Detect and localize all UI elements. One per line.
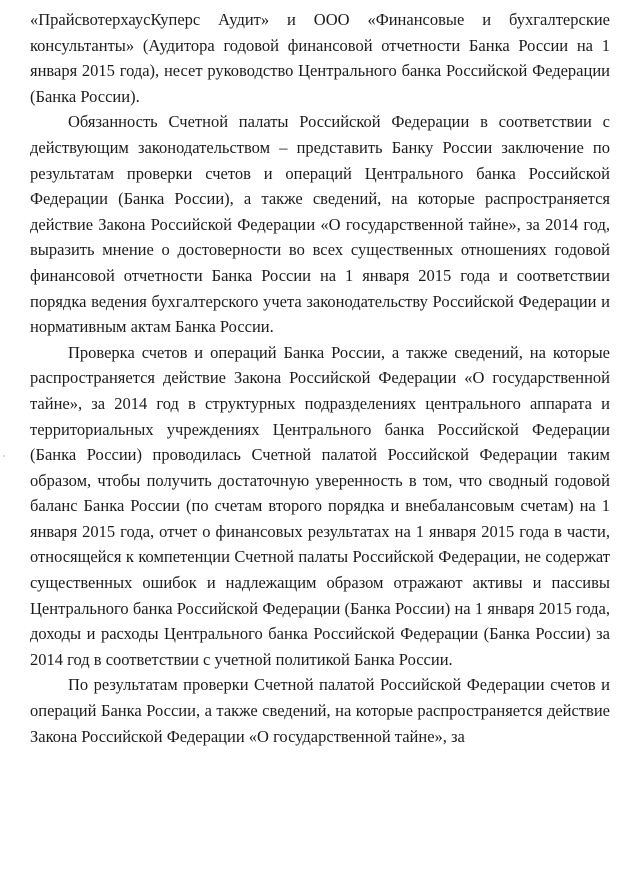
document-page: [30, 7, 610, 749]
paragraph-audit-scope: Проверка счетов и операций Банка России, а также сведений, на которые распространяется действие Закона Российской Федерации «О государственной тайне», за 2014 год в структурных подразделениях центрального аппарата и территориальных учреждениях Центрального банка Российской Федерации (Банка России) проводилась Счетной палатой Российской Федерации таким образом, чтобы получить достаточную уверенность в том, что сводный годовой баланс Банка России (по счетам второго порядка и внебалансовым счетам) на 1 января 2015 года, отчет о финансовых результатах на 1 января 2015 года в части, относящейся к компетенции Счетной палаты Российской Федерации, не содержат существенных ошибок и надлежащим образом отражают активы и пассивы Центрального банка Российской Федерации (Банка России) на 1 января 2015 года, доходы и расходы Центрального банка Российской Федерации (Банка России) за 2014 год в соответствии с учетной политикой Банка России.: [30, 342, 610, 669]
paragraph-audit-results-container: [30, 672, 610, 749]
paragraph-audit-results: По результатам проверки Счетной палатой Российской Федерации счетов и операций Банка России, а также сведений, на которые распространяется действие Закона Российской Федерации «О государственной тайне», за: [30, 675, 610, 746]
paragraph-auditor-responsibility: «ПрайсвотерхаусКуперс Аудит» и ООО «Финансовые и бухгалтерские консультанты» (Аудитора годовой финансовой отчетности Банка России на 1 января 2015 года), несет руководство Центрального банка Российской Федерации (Банка России).: [30, 10, 610, 106]
scan-speck: [3, 455, 5, 457]
paragraph-accounts-chamber-duty: Обязанность Счетной палаты Российской Федерации в соответствии с действующим законодательством – представить Банку России заключение по результатам проверки счетов и операций Центрального банка Российской Федерации (Банка России), а также сведений, на которые распространяется действие Закона Российской Федерации «О государственной тайне», за 2014 год, выразить мнение о достоверности во всех существенных отношениях годовой финансовой отчетности Банка России на 1 января 2015 года и соответствии порядка ведения бухгалтерского учета законодательству Российской Федерации и нормативным актам Банка России.: [30, 112, 610, 337]
